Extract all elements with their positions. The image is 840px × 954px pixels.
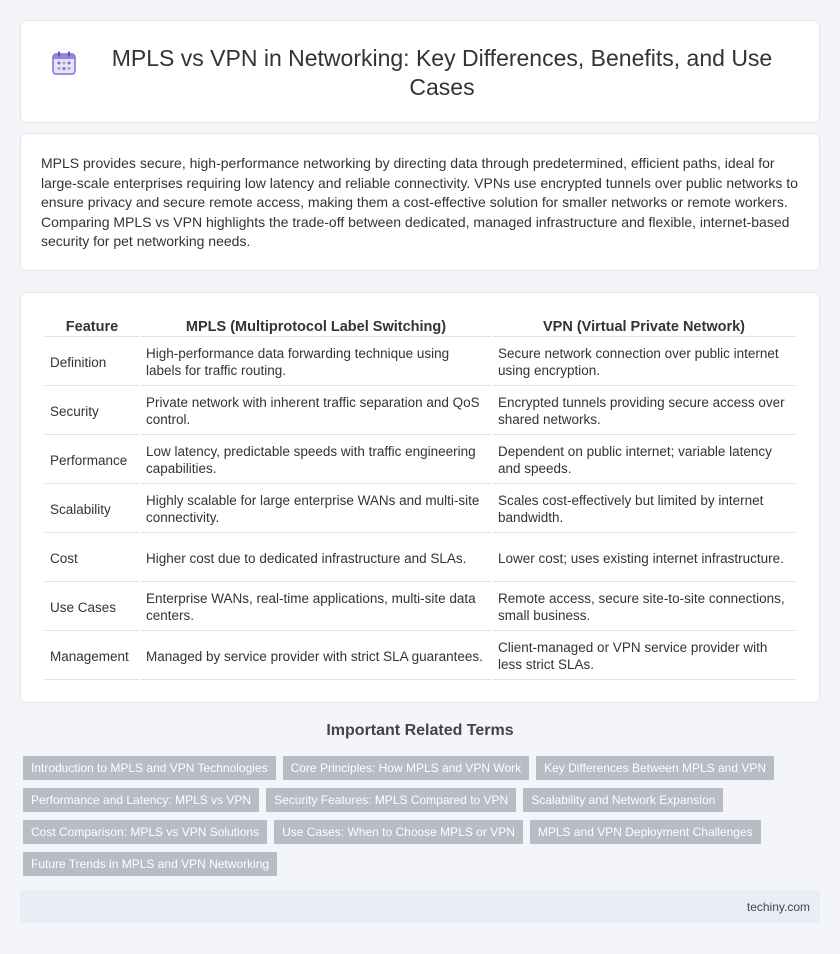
table-row — [45, 535, 795, 582]
row-mpls: High-performance data forwarding technique using labels for traffic routing. — [141, 339, 491, 386]
related-term-tag[interactable]: Use Cases: When to Choose MPLS or VPN — [274, 820, 523, 844]
table-row — [45, 486, 795, 533]
table-header-row — [45, 315, 795, 337]
related-term-tag[interactable]: Security Features: MPLS Compared to VPN — [266, 788, 516, 812]
row-feature: Cost — [45, 535, 139, 582]
row-mpls: Private network with inherent traffic separation and QoS control. — [141, 388, 491, 435]
row-vpn: Encrypted tunnels providing secure access over shared networks. — [493, 388, 795, 435]
intro-card — [20, 133, 820, 271]
header-feature: Feature — [45, 315, 139, 337]
row-feature: Use Cases — [45, 584, 139, 631]
header-mpls: MPLS (Multiprotocol Label Switching) — [141, 315, 491, 337]
row-vpn: Remote access, secure site-to-site connections, small business. — [493, 584, 795, 631]
related-term-tag[interactable]: Scalability and Network Expansion — [523, 788, 723, 812]
row-vpn: Dependent on public internet; variable latency and speeds. — [493, 437, 795, 484]
row-feature: Security — [45, 388, 139, 435]
table-row — [45, 584, 795, 631]
related-term-tag[interactable]: Key Differences Between MPLS and VPN — [536, 756, 774, 780]
page-title: MPLS vs VPN in Networking: Key Differences, Benefits, and Use Cases — [111, 45, 773, 100]
row-mpls: Enterprise WANs, real-time applications, multi-site data centers. — [141, 584, 491, 631]
table-row — [45, 437, 795, 484]
intro-paragraph: MPLS provides secure, high-performance networking by directing data through predetermined, efficient paths, ideal for large-scale enterprises requiring low latency and reliable connectivity. VPNs use encrypted tunnels over public networks to ensure privacy and secure remote access, making them a cost-effective solution for smaller networks or remote workers. Comparing MPLS vs VPN highlights the trade-off between dedicated, managed infrastructure and flexible, internet-based security for pet networking needs. — [41, 155, 798, 250]
related-terms-list — [23, 756, 813, 884]
row-feature: Definition — [45, 339, 139, 386]
row-vpn: Secure network connection over public internet using encryption. — [493, 339, 795, 386]
title-card — [20, 20, 820, 123]
related-term-tag[interactable]: Introduction to MPLS and VPN Technologies — [23, 756, 276, 780]
related-term-tag[interactable]: Core Principles: How MPLS and VPN Work — [283, 756, 530, 780]
comparison-table — [43, 313, 797, 682]
table-row — [45, 633, 795, 680]
footer — [20, 890, 820, 923]
row-feature: Scalability — [45, 486, 139, 533]
header-vpn: VPN (Virtual Private Network) — [493, 315, 795, 337]
calendar-grid-icon — [51, 50, 77, 76]
row-mpls: Low latency, predictable speeds with traffic engineering capabilities. — [141, 437, 491, 484]
footer-brand[interactable]: techiny.com — [746, 900, 810, 914]
row-feature: Management — [45, 633, 139, 680]
comparison-table-card — [20, 292, 820, 703]
related-term-tag[interactable]: MPLS and VPN Deployment Challenges — [530, 820, 761, 844]
row-vpn: Client-managed or VPN service provider with less strict SLAs. — [493, 633, 795, 680]
row-feature: Performance — [45, 437, 139, 484]
related-term-tag[interactable]: Performance and Latency: MPLS vs VPN — [23, 788, 259, 812]
row-mpls: Highly scalable for large enterprise WANs and multi-site connectivity. — [141, 486, 491, 533]
related-terms-title: Important Related Terms — [326, 722, 514, 739]
row-mpls: Managed by service provider with strict SLA guarantees. — [141, 633, 491, 680]
title-wrap — [21, 21, 819, 102]
related-term-tag[interactable]: Cost Comparison: MPLS vs VPN Solutions — [23, 820, 267, 844]
row-vpn: Lower cost; uses existing internet infrastructure. — [493, 535, 795, 582]
table-row — [45, 388, 795, 435]
row-mpls: Higher cost due to dedicated infrastructure and SLAs. — [141, 535, 491, 582]
related-term-tag[interactable]: Future Trends in MPLS and VPN Networking — [23, 852, 277, 876]
table-row — [45, 339, 795, 386]
row-vpn: Scales cost-effectively but limited by internet bandwidth. — [493, 486, 795, 533]
